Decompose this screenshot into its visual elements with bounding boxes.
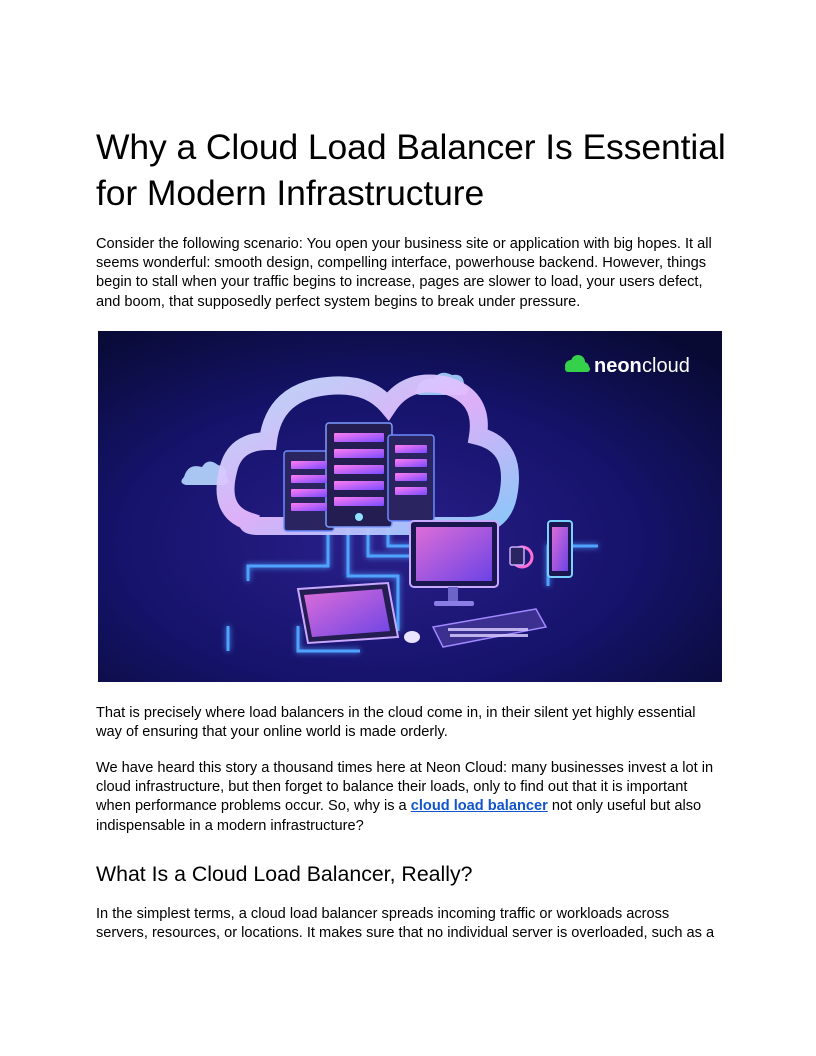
article-title: Why a Cloud Load Balancer Is Essential for Modern Infrastructure [96,127,726,213]
paragraph-definition: In the simplest terms, a cloud load balancer spreads incoming traffic or workloads across servers, resources, or locations. It makes sure that no individual server is overloaded, such as a [96,906,715,942]
svg-text:cloud: cloud [642,355,690,377]
svg-text:neon: neon [594,355,642,377]
intro-paragraph: Consider the following scenario: You open your business site or application with big hopes. It all seems wonderful: smooth design, compelling interface, powerhouse backend. However, things begin to stall when your traffic begins to increase, pages are slower to load, your users defect, and boom, that supposedly perfect system begins to break under pressure. [96,236,712,310]
cloud-load-balancer-link[interactable]: cloud load balancer [410,798,548,815]
cloud-datacenter-illustration [98,331,722,682]
hero-image [98,331,722,682]
paragraph-neon-cloud: We have heard this story a thousand times here at Neon Cloud: many businesses invest a lot in cloud infrastructure, but then forget to balance their loads, only to find out that it is important when performance problems occur. So, why is a cloud load balancer not only useful but also indispensable in a modern infrastructure? [96,760,714,834]
tablet-illustration [298,583,398,643]
paragraph-load-balancers: That is precisely where load balancers in the cloud come in, in their silent yet highly essential way of ensuring that your online world is made orderly. [96,705,696,741]
section-heading: What Is a Cloud Load Balancer, Really? [96,862,473,886]
